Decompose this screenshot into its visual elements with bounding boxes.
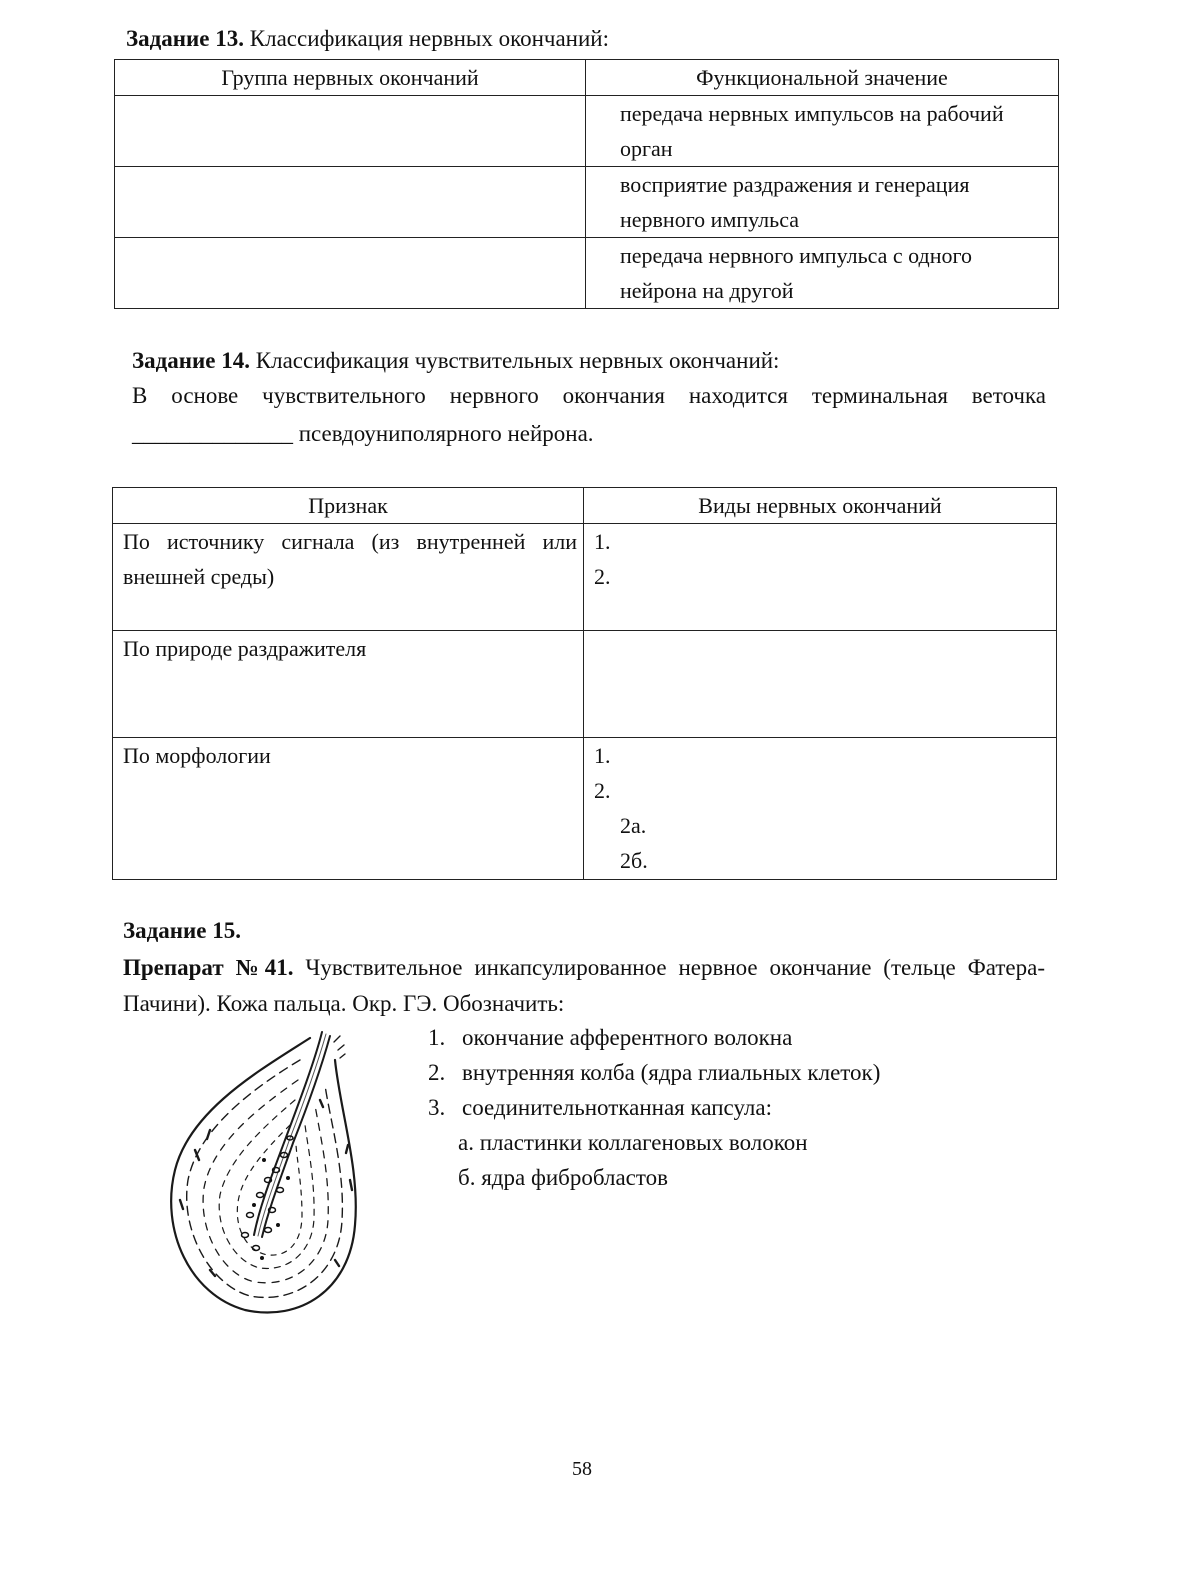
function-cell: передача нервных импульсов на рабочий орган	[586, 96, 1059, 167]
feature-cell: По источнику сигнала (из внутренней или внешней среды)	[113, 524, 584, 631]
task14-title: Классификация чувствительных нервных окончаний:	[255, 348, 780, 373]
list-text: окончание афферентного волокна	[462, 1025, 793, 1050]
table-row	[113, 631, 1057, 738]
list-item	[428, 1055, 988, 1090]
preparation-text: Чувствительное инкапсулированное нервное окончание (тельце Фатера-Пачини). Кожа пальца. Окр. ГЭ. Обозначить:	[123, 955, 1045, 1016]
function-cell: передача нервного импульса с одного нейрона на другой	[586, 238, 1059, 309]
answer-cell[interactable]	[115, 96, 586, 167]
task13-title: Классификация нервных окончаний:	[249, 26, 609, 51]
list-item: 2.	[594, 778, 611, 803]
function-cell: восприятие раздражения и генерация нервного импульса	[586, 167, 1059, 238]
task14-text-end: псевдоуниполярного нейрона.	[298, 421, 594, 446]
list-item: 1.	[594, 529, 611, 554]
answer-cell[interactable]	[115, 167, 586, 238]
task15-preparation	[123, 950, 1045, 1022]
table-header-function: Функциональной значение	[586, 60, 1059, 96]
task13-heading	[126, 24, 609, 54]
task14-table	[112, 487, 1057, 880]
task13-table	[114, 59, 1059, 309]
task14-label: Задание 14.	[132, 348, 250, 373]
table-row	[113, 524, 1057, 631]
table-row	[113, 738, 1057, 880]
table-header-row	[113, 488, 1057, 524]
list-subitem: 2а.	[620, 813, 647, 838]
list-text: внутренняя колба (ядра глиальных клеток)	[462, 1060, 881, 1085]
fill-in-blank[interactable]: ______________	[132, 421, 293, 446]
page-number: 58	[572, 1458, 592, 1480]
list-subitem: а. пластинки коллагеновых волокон	[458, 1130, 808, 1155]
feature-cell: По природе раздражителя	[113, 631, 584, 738]
table-header-feature: Признак	[113, 488, 584, 524]
list-text: соединительнотканная капсула:	[462, 1095, 773, 1120]
table-header-row	[115, 60, 1059, 96]
task15-heading	[123, 916, 241, 946]
task13-label: Задание 13.	[126, 26, 244, 51]
task15-label: Задание 15.	[123, 918, 241, 943]
table-header-types: Виды нервных окончаний	[584, 488, 1057, 524]
answer-cell[interactable]	[584, 524, 1057, 631]
list-item	[428, 1020, 988, 1055]
list-number: 2.	[428, 1060, 446, 1085]
task14-text-line2	[132, 416, 1046, 452]
list-item	[428, 1090, 988, 1125]
list-item: 2.	[594, 564, 611, 589]
list-subitem: 2б.	[620, 848, 648, 873]
answer-cell[interactable]	[115, 238, 586, 309]
vater-pacini-corpuscle-illustration	[150, 1030, 390, 1320]
list-item: 1.	[594, 743, 611, 768]
table-header-group: Группа нервных окончаний	[115, 60, 586, 96]
table-row	[115, 238, 1059, 309]
list-number: 3.	[428, 1095, 446, 1120]
answer-cell[interactable]	[584, 631, 1057, 738]
label-list	[428, 1020, 988, 1195]
preparation-label: Препарат №41.	[123, 955, 294, 980]
task14-text-line1: В основе чувствительного нервного окончания находится терминальная веточка	[132, 383, 1046, 408]
feature-cell: По морфологии	[113, 738, 584, 880]
table-row	[115, 96, 1059, 167]
answer-cell[interactable]	[584, 738, 1057, 880]
list-number: 1.	[428, 1025, 446, 1050]
table-row	[115, 167, 1059, 238]
task14-heading	[132, 346, 779, 376]
list-subitem: б. ядра фибробластов	[458, 1165, 668, 1190]
